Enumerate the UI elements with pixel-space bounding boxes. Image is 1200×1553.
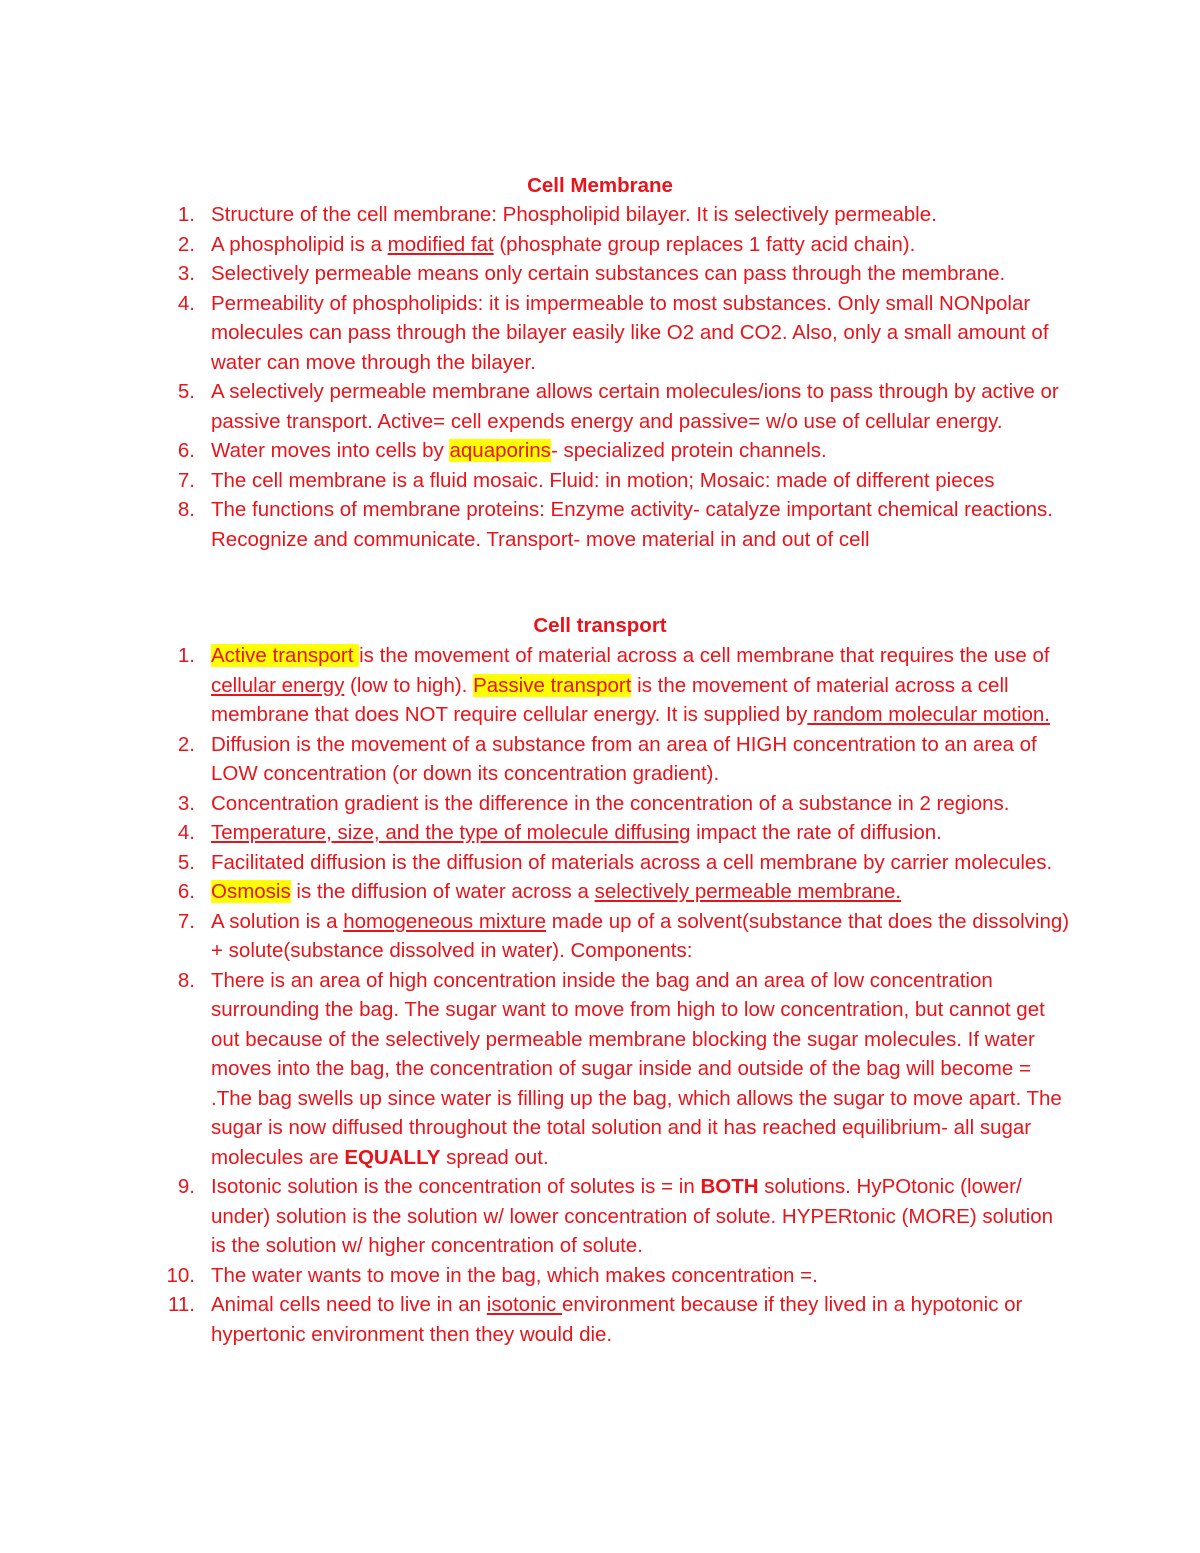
list-item bbox=[0, 1172, 1071, 1261]
list-text: solutions. HyPOtonic (lower/ under) solution is the solution w/ lower concentration of solute. HYPERtonic (MORE) solution is the solution w/ higher concentration of solute. bbox=[211, 1175, 1054, 1257]
list-text: The cell membrane is a fluid mosaic. Fluid: in motion; Mosaic: made of different pieces bbox=[211, 468, 995, 492]
list-text: Permeability of phospholipids: it is impermeable to most substances. Only small NONpolar molecules can pass through the bilayer easily like O2 and CO2. Also, only a small amount of water can move through the bilayer. bbox=[211, 291, 1049, 374]
list-text: The functions of membrane proteins: Enzyme activity- catalyze important chemical reactions. Recognize and communicate. Transport- move material in and out of cell bbox=[211, 498, 1053, 551]
list-number: 8. bbox=[177, 968, 195, 992]
list-item bbox=[0, 818, 1071, 848]
list-item bbox=[0, 848, 1071, 878]
underlined-term: isotonic bbox=[486, 1293, 562, 1316]
list-text: is the movement of material across a cell membrane that does NOT require cellular energy. It is supplied by bbox=[211, 673, 1009, 726]
list-text: The water wants to move in the bag, which makes concentration =. bbox=[211, 1263, 818, 1287]
list-text: There is an area of high concentration inside the bag and an area of low concentration surrounding the bag. The sugar want to move from high to low concentration, but cannot get out because of the selectively permeable membrane blocking the sugar molecules. If water moves into the bag, the concentration of sugar inside and outside of the bag will become = .The bag swells up since water is filling up the bag, which allows the sugar to move apart. The sugar is now diffused throughout the total solution and it has reached equilibrium- all sugar molecules are bbox=[211, 968, 1062, 1169]
list-number: 7. bbox=[177, 909, 195, 933]
list-text: Animal cells need to live in an bbox=[211, 1293, 487, 1316]
list-number: 8. bbox=[177, 498, 195, 521]
cell-transport-list bbox=[0, 641, 1200, 1349]
underlined-term: selectively permeable membrane. bbox=[594, 880, 902, 903]
list-text: A selectively permeable membrane allows certain molecules/ions to pass through by active or passive transport. Active= cell expends energy and passive= w/o use of cellular energy. bbox=[211, 380, 1059, 433]
list-text: Isotonic solution is the concentration of solutes is = in bbox=[211, 1175, 701, 1198]
bold-term: BOTH bbox=[700, 1175, 759, 1198]
list-number: 4. bbox=[177, 291, 195, 315]
cell-membrane-list bbox=[0, 200, 1200, 554]
section-title-cell-transport: Cell transport bbox=[533, 614, 667, 637]
list-item bbox=[0, 789, 1071, 819]
underlined-term: Temperature, size, and the type of molecule diffusing bbox=[211, 821, 691, 844]
list-text: is the diffusion of water across a bbox=[290, 880, 595, 903]
highlighted-term: Passive transport bbox=[473, 673, 632, 697]
list-number: 7. bbox=[177, 468, 195, 492]
list-text: Facilitated diffusion is the diffusion of materials across a cell membrane by carrier molecules. bbox=[211, 850, 1053, 874]
list-item bbox=[0, 1261, 1071, 1291]
list-number: 10. bbox=[166, 1263, 195, 1287]
list-item bbox=[0, 289, 1071, 378]
list-item bbox=[0, 436, 1071, 466]
highlighted-term: aquaporins bbox=[449, 439, 551, 462]
underlined-term: random molecular motion. bbox=[807, 703, 1050, 726]
list-text: (phosphate group replaces 1 fatty acid chain). bbox=[493, 232, 916, 256]
list-text: is the movement of material across a cell membrane that requires the use of bbox=[359, 644, 1050, 667]
list-item bbox=[0, 1290, 1071, 1349]
list-text: A phospholipid is a bbox=[211, 232, 388, 256]
list-number: 2. bbox=[177, 732, 195, 756]
bold-term: EQUALLY bbox=[344, 1145, 441, 1169]
list-text: environment because if they lived in a hypotonic or hypertonic environment then they would die. bbox=[211, 1293, 1023, 1346]
list-number: 6. bbox=[177, 880, 195, 903]
underlined-term: modified fat bbox=[387, 232, 494, 256]
list-item bbox=[0, 966, 1071, 1173]
list-number: 4. bbox=[177, 821, 195, 844]
highlighted-term: Osmosis bbox=[211, 880, 291, 903]
list-text: Concentration gradient is the difference in the concentration of a substance in 2 regions. bbox=[211, 791, 1010, 815]
list-number: 9. bbox=[177, 1175, 195, 1198]
list-number: 1. bbox=[177, 203, 195, 226]
list-number: 5. bbox=[177, 380, 195, 403]
section-title-cell-membrane: Cell Membrane bbox=[527, 174, 673, 197]
list-item bbox=[0, 641, 1071, 730]
list-text: Diffusion is the movement of a substance from an area of HIGH concentration to an area of LOW concentration (or down its concentration gradient). bbox=[211, 732, 1037, 785]
list-item bbox=[0, 200, 1071, 230]
list-number: 3. bbox=[177, 791, 195, 815]
list-text: spread out. bbox=[440, 1145, 549, 1169]
list-text: Structure of the cell membrane: Phospholipid bilayer. It is selectively permeable. bbox=[211, 203, 937, 226]
list-number: 2. bbox=[177, 232, 195, 256]
list-number: 3. bbox=[177, 262, 195, 285]
highlighted-term: Active transport bbox=[211, 644, 360, 667]
list-text: Water moves into cells by bbox=[211, 439, 450, 462]
list-item bbox=[0, 730, 1071, 789]
list-item bbox=[0, 495, 1071, 554]
list-number: 11. bbox=[168, 1293, 195, 1316]
list-text: Selectively permeable means only certain substances can pass through the membrane. bbox=[211, 262, 1006, 285]
list-item bbox=[0, 877, 1071, 907]
list-text: made up of a solvent(substance that does the dissolving) + solute(substance dissolved in water). Components: bbox=[211, 909, 1070, 962]
list-item bbox=[0, 466, 1071, 496]
underlined-term: cellular energy bbox=[211, 673, 345, 697]
list-text: impact the rate of diffusion. bbox=[690, 821, 942, 844]
list-item bbox=[0, 230, 1071, 260]
list-text: - specialized protein channels. bbox=[550, 439, 827, 462]
list-number: 1. bbox=[177, 644, 195, 667]
list-item bbox=[0, 259, 1071, 289]
list-text: A solution is a bbox=[211, 909, 344, 933]
list-item bbox=[0, 907, 1071, 966]
list-number: 6. bbox=[177, 439, 195, 462]
list-number: 5. bbox=[177, 850, 195, 874]
list-item bbox=[0, 377, 1071, 436]
list-text: (low to high). bbox=[344, 673, 474, 697]
underlined-term: homogeneous mixture bbox=[343, 909, 547, 933]
